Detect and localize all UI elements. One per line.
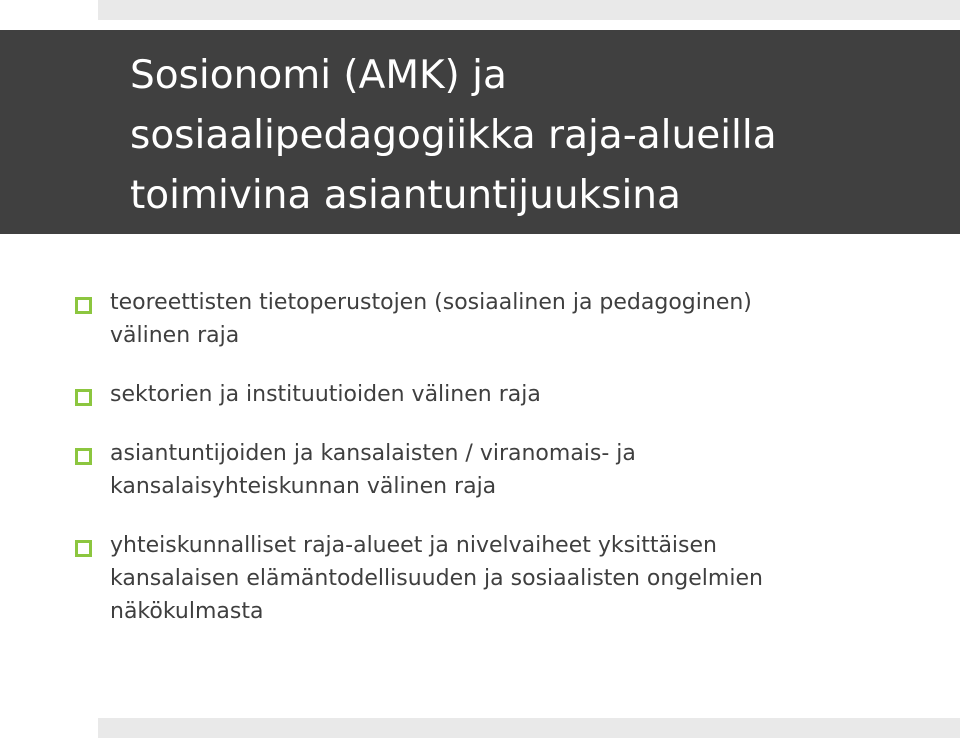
square-bullet-icon	[75, 540, 92, 557]
bullet-line: kansalaisen elämäntodellisuuden ja sosiaalisten ongelmien	[110, 566, 763, 591]
bullet-text	[110, 437, 912, 503]
bullet-line: välinen raja	[110, 323, 240, 348]
slide-title	[130, 46, 930, 226]
bullet-list	[72, 286, 912, 654]
bullet-item-1	[72, 286, 912, 352]
bullet-line: näkökulmasta	[110, 599, 264, 624]
bullet-line: yhteiskunnalliset raja-alueet ja nivelvaiheet yksittäisen	[110, 533, 717, 558]
bullet-text	[110, 286, 912, 352]
bullet-line: sektorien ja instituutioiden välinen raja	[110, 382, 541, 407]
bottom-decorative-stripe	[98, 718, 960, 738]
top-decorative-stripe	[98, 0, 960, 20]
bullet-line: teoreettisten tietoperustojen (sosiaalinen ja pedagoginen)	[110, 290, 752, 315]
slide-title-line-2: sosiaalipedagogiikka raja-alueilla	[130, 113, 777, 158]
bullet-text	[110, 378, 912, 411]
slide-title-line-3: toimivina asiantuntijuuksina	[130, 173, 681, 218]
square-bullet-icon	[75, 389, 92, 406]
bullet-item-2	[72, 378, 912, 411]
bullet-line: kansalaisyhteiskunnan välinen raja	[110, 474, 497, 499]
slide-title-line-1: Sosionomi (AMK) ja	[130, 53, 507, 98]
bullet-item-3	[72, 437, 912, 503]
bullet-item-4	[72, 529, 912, 628]
bullet-line: asiantuntijoiden ja kansalaisten / viranomais- ja	[110, 441, 636, 466]
bullet-text	[110, 529, 912, 628]
square-bullet-icon	[75, 448, 92, 465]
square-bullet-icon	[75, 297, 92, 314]
